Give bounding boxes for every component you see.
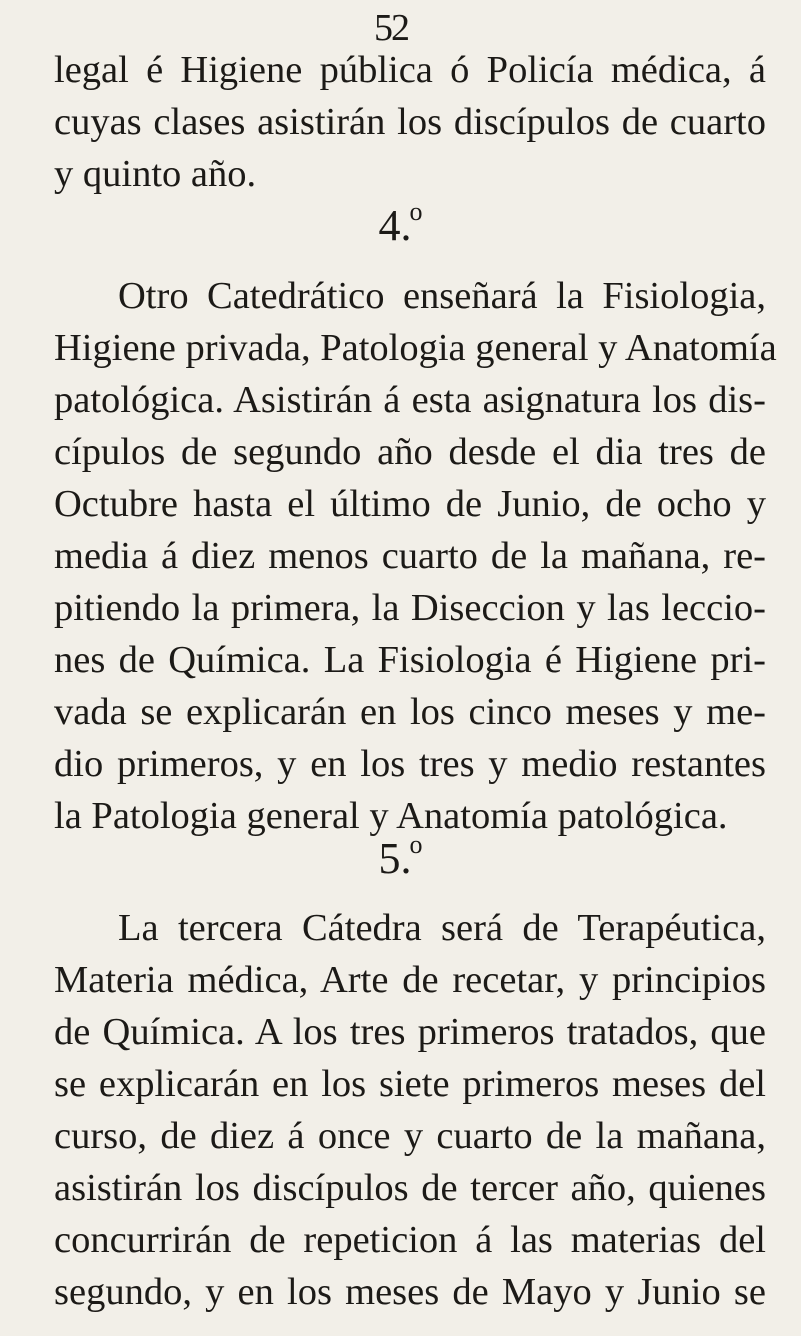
text-line: de Química. A los tres primeros tratados, que bbox=[54, 1011, 766, 1053]
paragraph-1 bbox=[54, 44, 766, 200]
text-line: pitiendo la primera, la Diseccion y las leccio- bbox=[54, 587, 766, 629]
text-line: La tercera Cátedra será de Terapéutica, bbox=[118, 907, 766, 949]
page-number: 52 bbox=[374, 7, 408, 49]
text-line: se explicarán en los siete primeros meses del bbox=[54, 1063, 766, 1105]
paragraph-3 bbox=[54, 902, 766, 1318]
text-line: nes de Química. La Fisiologia é Higiene pri- bbox=[54, 639, 766, 681]
ordinal-indicator: o bbox=[409, 197, 423, 226]
text-line: dio primeros, y en los tres y medio restantes bbox=[54, 743, 766, 785]
text-line: concurrirán de repeticion á las materias del bbox=[54, 1219, 766, 1261]
ordinal-indicator: o bbox=[409, 830, 423, 859]
section-number-value: 4. bbox=[378, 201, 412, 250]
text-line: patológica. Asistirán á esta asignatura los dis- bbox=[54, 379, 766, 421]
text-line: cuyas clases asistirán los discípulos de cuarto bbox=[54, 101, 766, 143]
paragraph-2 bbox=[54, 270, 777, 842]
text-line: y quinto año. bbox=[54, 153, 257, 195]
text-line: legal é Higiene pública ó Policía médica, á bbox=[54, 49, 766, 91]
text-line: cípulos de segundo año desde el dia tres de bbox=[54, 431, 766, 473]
text-line: segundo, y en los meses de Mayo y Junio se bbox=[54, 1271, 766, 1313]
text-line: Otro Catedrático enseñará la Fisiologia, bbox=[118, 275, 766, 317]
text-line: Materia médica, Arte de recetar, y principios bbox=[54, 959, 766, 1001]
text-line: Higiene privada, Patologia general y Anatomía bbox=[54, 327, 777, 369]
section-number-5 bbox=[0, 820, 801, 884]
text-line: media á diez menos cuarto de la mañana, re- bbox=[54, 535, 766, 577]
text-line: vada se explicarán en los cinco meses y me- bbox=[54, 691, 766, 733]
section-number-value: 5. bbox=[378, 834, 412, 883]
text-line: curso, de diez á once y cuarto de la mañana, bbox=[54, 1115, 766, 1157]
text-line: la Patologia general y Anatomía patológica. bbox=[54, 795, 728, 837]
text-line: asistirán los discípulos de tercer año, quienes bbox=[54, 1167, 766, 1209]
text-line: Octubre hasta el último de Junio, de ocho y bbox=[54, 483, 766, 525]
section-number-4 bbox=[0, 187, 801, 251]
